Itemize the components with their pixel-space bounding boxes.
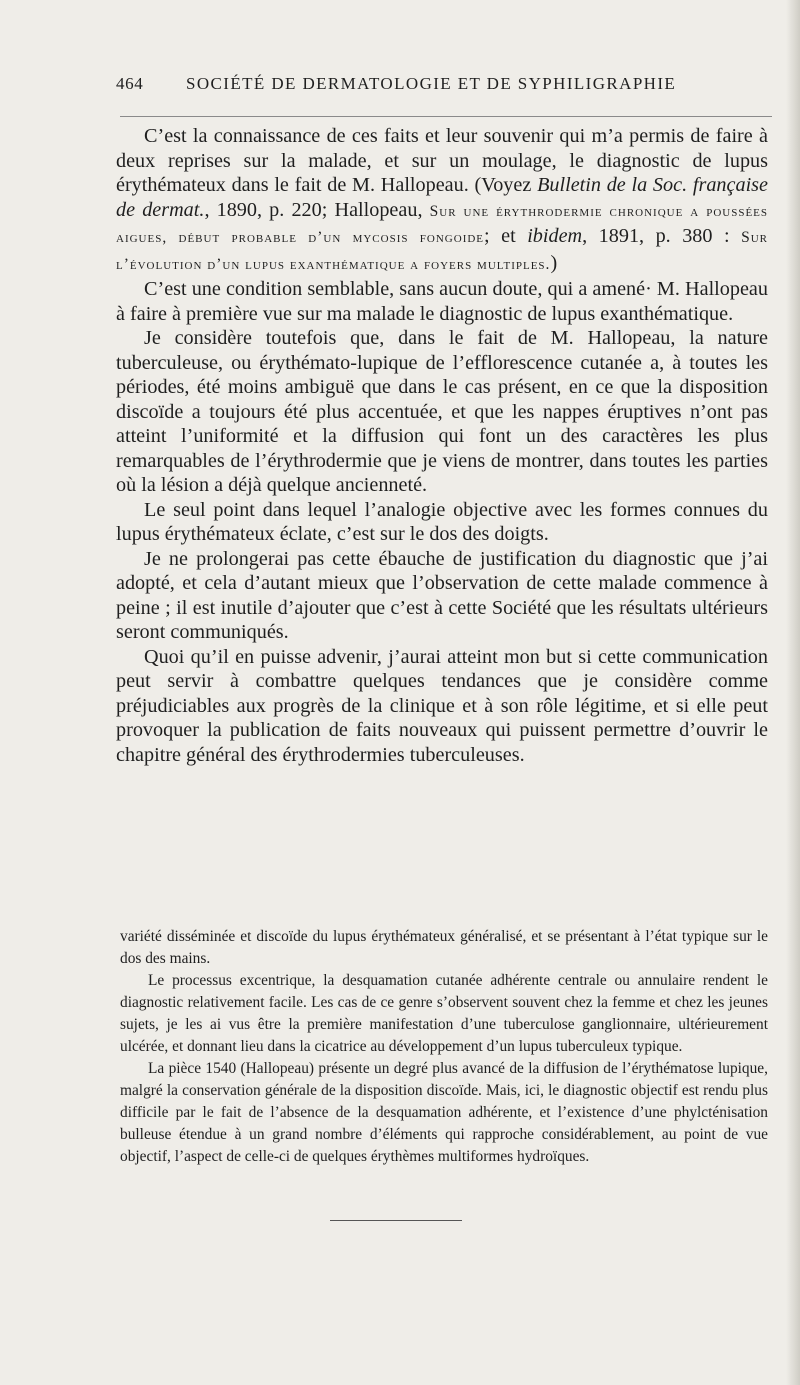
note-3: La pièce 1540 (Hallopeau) présente un degré plus avancé de la diffusion de l’érythématose lupique, malgré la conservation générale de la disposition discoïde. Mais, ici, le diagnostic objectif est rendu plus difficile par le fait de l’absence de la desquamation adhérente, et l’existence d’une phylcténisation bulleuse étendue à un grand nombre d’éléments qui rapproche considérablement, au point de vue objectif, l’aspect de celle-ci de quelques érythèmes multiformes hydroïques. [120,1060,768,1165]
page-number: 464 [116,74,144,93]
note-1: variété disséminée et discoïde du lupus érythémateux généralisé, et se présentant à l’état typique sur le dos des mains. [120,928,768,967]
paragraph-5: Je ne prolongerai pas cette ébauche de justification du diagnostic que j’ai adopté, et cela d’autant mieux que l’observation de cette malade commence à peine ; il est inutile d’ajouter que c’est à cette Société que les résultats ultérieurs seront communiqués. [116,547,768,643]
paragraph-1: C’est la connaissance de ces faits et leur souvenir qui m’a permis de faire à deux reprises sur la malade, et sur un moulage, le diagnostic de lupus érythémateux dans le fait de M. Hallopeau. (Voyez Bulletin de la Soc. française de dermat., 1890, p. 220; Hallopeau, Sur une érythrodermie chronique a poussées aigues, début probable d’un mycosis fongoide; et ibidem, 1891, p. 380 : Sur l’évolution d’un lupus exanthématique a foyers multiples.) [116,125,768,274]
paragraph-2: C’est une condition semblable, sans aucun doute, qui a amené· M. Hallopeau à faire à première vue sur ma malade le diagnostic de lupus exanthématique. [116,278,768,325]
paragraph-4: Le seul point dans lequel l’analogie objective avec les formes connues du lupus érythémateux éclate, c’est sur le dos des doigts. [116,498,768,545]
article-title-1: Sur une érythrodermie chronique a poussées aigues, début probable d’un mycosis fongoide [116,202,768,246]
paragraph-6: Quoi qu’il en puisse advenir, j’aurai atteint mon but si cette communication peut servir à combattre quelques tendances que je considère comme préjudiciables aux progrès de la clinique et à son rôle légitime, et si elle peut provoquer la publication de faits nouveaux qui puissent permettre d’ouvrir le chapitre général des érythrodermies tuberculeuses. [116,645,768,766]
running-header [116,74,768,94]
ibidem: ibidem [527,225,583,247]
end-rule [330,1220,462,1221]
paragraph-3: Je considère toutefois que, dans le fait de M. Hallopeau, la nature tuberculeuse, ou érythémato-lupique de l’efflorescence cutanée a, à toutes les périodes, été moins ambiguë que dans le cas présent, en ce que la disposition discoïde a toujours été plus accentuée, et que les nappes éruptives n’ont pas atteint l’uniformité et la diffusion qui font un des caractères les plus remarquables de l’érythrodermie que je viens de montrer, dans toutes les parties où la lésion a déjà quelque ancienneté. [116,327,768,496]
main-text [116,124,768,767]
note-2: Le processus excentrique, la desquamation cutanée adhérente centrale ou annulaire rendent le diagnostic relativement facile. Les cas de ce genre s’observent souvent chez la femme et chez les jeunes sujets, je les ai vus être la première manifestation d’une tuberculose ganglionnaire, ultérieurement ulcérée, et donnant lieu dans la cicatrice au développement d’un lupus tuberculeux typique. [120,972,768,1055]
header-rule [120,116,772,117]
running-title: SOCIÉTÉ DE DERMATOLOGIE ET DE SYPHILIGRAPHIE [186,74,677,93]
journal-title: Bulletin de la Soc. française de dermat. [116,174,768,221]
footnotes [120,926,768,1168]
article-title-2: Sur l’évolution d’un lupus exanthématique a foyers multiples. [116,229,768,273]
page-edge-shadow [786,0,800,1385]
